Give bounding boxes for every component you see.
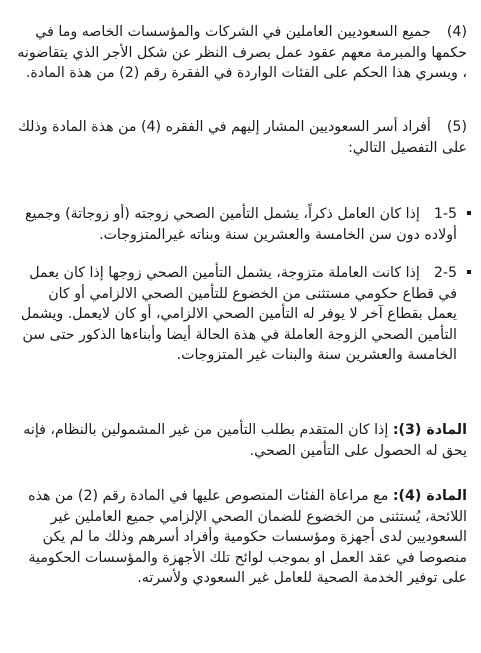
item-4-paragraph xyxy=(14,22,467,84)
item-4-text: جميع السعوديين العاملين في الشركات والمؤسسات الخاصه وما في حكمها والمبرمة معهم عقود عمل بصرف النظر عن شكل الأجر الذي يتقاضونه ، ويسري هذا الحكم على الفئات الواردة في الفقرة رقم (2) من هذة المادة. xyxy=(17,24,467,81)
bullet-item-5-2 xyxy=(14,263,467,366)
document-page xyxy=(14,0,467,653)
article-3-text: إذا كان المتقدم بطلب التأمين من غير المشمولين بالنظام، فإنه يحق له الحصول على التأمين الصحي. xyxy=(23,422,467,459)
article-4-paragraph xyxy=(14,486,467,589)
bullet-5-1-text: إذا كان العامل ذكراً، يشمل التأمين الصحي زوجته (أو زوجاتة) وجميع أولاده دون سن الخامسة والعشرين سنة وبناته غيرالمتزوجات. xyxy=(24,206,457,243)
item-4-number: (4) xyxy=(446,24,467,40)
bullet-marker-icon xyxy=(467,211,471,215)
item-5-paragraph xyxy=(14,117,467,158)
bullet-marker-icon xyxy=(467,270,471,274)
article-3-paragraph xyxy=(14,420,467,461)
article-4-text: مع مراعاة الفئات المنصوص عليها في المادة رقم (2) من هذه اللائحة، يُستثنى من الخضوع للضمان الصحي الإلزامي جميع العاملين غير السعوديين لدى أجهزة ومؤسسات حكومية وأفراد أسرهم وذلك ما لم يكن منصوصا في عقد العمل او بموجب لوائح تلك الأجهزة والمؤسسات الحكومية على توفير الخدمة الصحية للعامل غير السعودي ولأسرته. xyxy=(28,488,467,586)
bullet-5-1-index: 1-5 xyxy=(433,206,457,222)
bullet-5-2-index: 2-5 xyxy=(433,265,457,281)
item-5-number: (5) xyxy=(446,119,467,135)
article-3-title: المادة (3): xyxy=(392,422,467,438)
item-5-text: أفراد أسر السعوديين المشار إليهم في الفقره (4) من هذة المادة وذلك على التفصيل التالي: xyxy=(18,119,467,156)
bullet-item-5-1 xyxy=(14,204,467,245)
bullet-5-2-text: إذا كانت العاملة متزوجة، يشمل التأمين الصحي زوجها إذا كان يعمل في قطاع حكومي مستثنى من الخضوع للتأمين الصحي الالزامي أو كان يعمل بقطاع آخر لا يوفر له التأمين الصحي الالزامي، أو كان لايعمل. ويشمل التأمين الصحي الزوجة العاملة في هذة الحالة أيضا وأبناءها الذكور حتى سن الخامسة والعشرين سنة والبنات غير المتزوجات. xyxy=(20,265,457,363)
article-4-title: المادة (4): xyxy=(392,488,467,504)
